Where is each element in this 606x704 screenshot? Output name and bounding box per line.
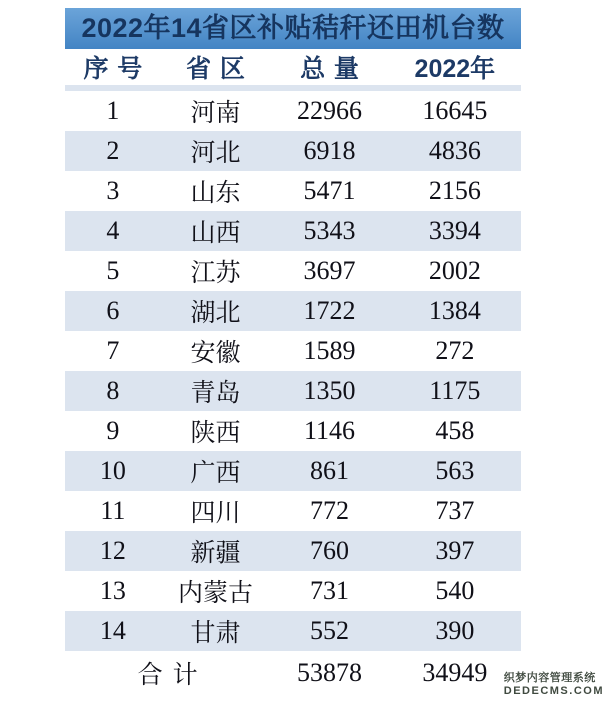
cell-2022: 563 — [435, 456, 475, 485]
cell-index: 10 — [99, 456, 126, 485]
cell-index: 1 — [106, 96, 120, 125]
cell-index: 9 — [106, 416, 120, 445]
cell-province: 广西 — [190, 459, 241, 487]
cell-province: 河北 — [190, 139, 241, 167]
cell-total: 5471 — [303, 176, 356, 205]
cell-total: 6918 — [303, 136, 356, 165]
cell-2022: 3394 — [428, 216, 481, 245]
cell-total: 1350 — [303, 376, 356, 405]
table-row — [65, 451, 521, 491]
cell-province: 山东 — [190, 179, 241, 207]
col-header-2022: 2022年 — [414, 55, 496, 83]
cell-2022: 1175 — [429, 376, 481, 405]
cell-index: 7 — [106, 336, 120, 365]
cell-province: 安徽 — [190, 339, 241, 367]
total-sum: 53878 — [270, 651, 389, 694]
cell-province: 湖北 — [190, 299, 241, 327]
cell-province: 内蒙古 — [177, 579, 253, 607]
cell-province: 四川 — [190, 499, 241, 527]
cell-2022: 458 — [435, 416, 475, 445]
table-row — [65, 611, 521, 651]
cell-total: 552 — [309, 616, 349, 645]
cell-2022: 397 — [435, 536, 475, 565]
cell-2022: 390 — [435, 616, 475, 645]
table-row — [65, 531, 521, 571]
cell-index: 4 — [106, 216, 120, 245]
col-header-province: 省区 — [186, 55, 254, 83]
table-title: 2022年14省区补贴秸秆还田机台数 — [65, 8, 521, 49]
cell-index: 2 — [106, 136, 120, 165]
table-row — [65, 411, 521, 451]
subsidy-table — [65, 8, 521, 694]
cell-2022: 272 — [435, 336, 475, 365]
cell-2022: 1384 — [428, 296, 481, 325]
watermark-line2: DEDECMS.COM — [503, 685, 604, 698]
cell-province: 山西 — [190, 219, 241, 247]
cell-total: 1589 — [303, 336, 356, 365]
cell-total: 731 — [309, 576, 349, 605]
total-label: 合计 — [65, 651, 270, 694]
cell-index: 6 — [106, 296, 120, 325]
cell-total: 861 — [309, 456, 349, 485]
cell-index: 14 — [99, 616, 126, 645]
cell-total: 1722 — [303, 296, 356, 325]
cell-province: 江苏 — [190, 259, 241, 287]
total-2022-sum: 34949 — [389, 651, 521, 694]
cell-total: 22966 — [296, 96, 362, 125]
cell-total: 3697 — [303, 256, 356, 285]
table-row — [65, 331, 521, 371]
cell-2022: 540 — [435, 576, 475, 605]
table-row — [65, 371, 521, 411]
total-row — [65, 651, 521, 694]
cell-province: 新疆 — [190, 539, 241, 567]
table-row — [65, 571, 521, 611]
table-row — [65, 131, 521, 171]
table-row — [65, 251, 521, 291]
cell-total: 772 — [309, 496, 349, 525]
cell-total: 1146 — [303, 416, 355, 445]
col-header-total: 总量 — [300, 55, 368, 83]
cell-2022: 2156 — [428, 176, 481, 205]
cell-index: 5 — [106, 256, 120, 285]
table-row — [65, 291, 521, 331]
cell-total: 5343 — [303, 216, 356, 245]
table-row — [65, 491, 521, 531]
cell-total: 760 — [309, 536, 349, 565]
cell-index: 3 — [106, 176, 120, 205]
cell-2022: 16645 — [422, 96, 488, 125]
col-header-index: 序号 — [83, 55, 151, 83]
cell-2022: 737 — [435, 496, 475, 525]
dedecms-watermark — [504, 672, 604, 700]
watermark-line1: 织梦内容管理系统 — [503, 671, 596, 684]
cell-province: 青岛 — [190, 379, 241, 407]
cell-2022: 4836 — [428, 136, 481, 165]
data-table — [65, 49, 521, 694]
cell-province: 河南 — [190, 99, 241, 127]
table-row — [65, 88, 521, 131]
header-row — [65, 49, 521, 88]
table-row — [65, 211, 521, 251]
table-row — [65, 171, 521, 211]
cell-index: 12 — [99, 536, 126, 565]
cell-province: 陕西 — [190, 419, 241, 447]
cell-index: 8 — [106, 376, 120, 405]
cell-index: 13 — [99, 576, 126, 605]
cell-index: 11 — [100, 496, 126, 525]
cell-province: 甘肃 — [190, 619, 241, 647]
cell-2022: 2002 — [428, 256, 481, 285]
